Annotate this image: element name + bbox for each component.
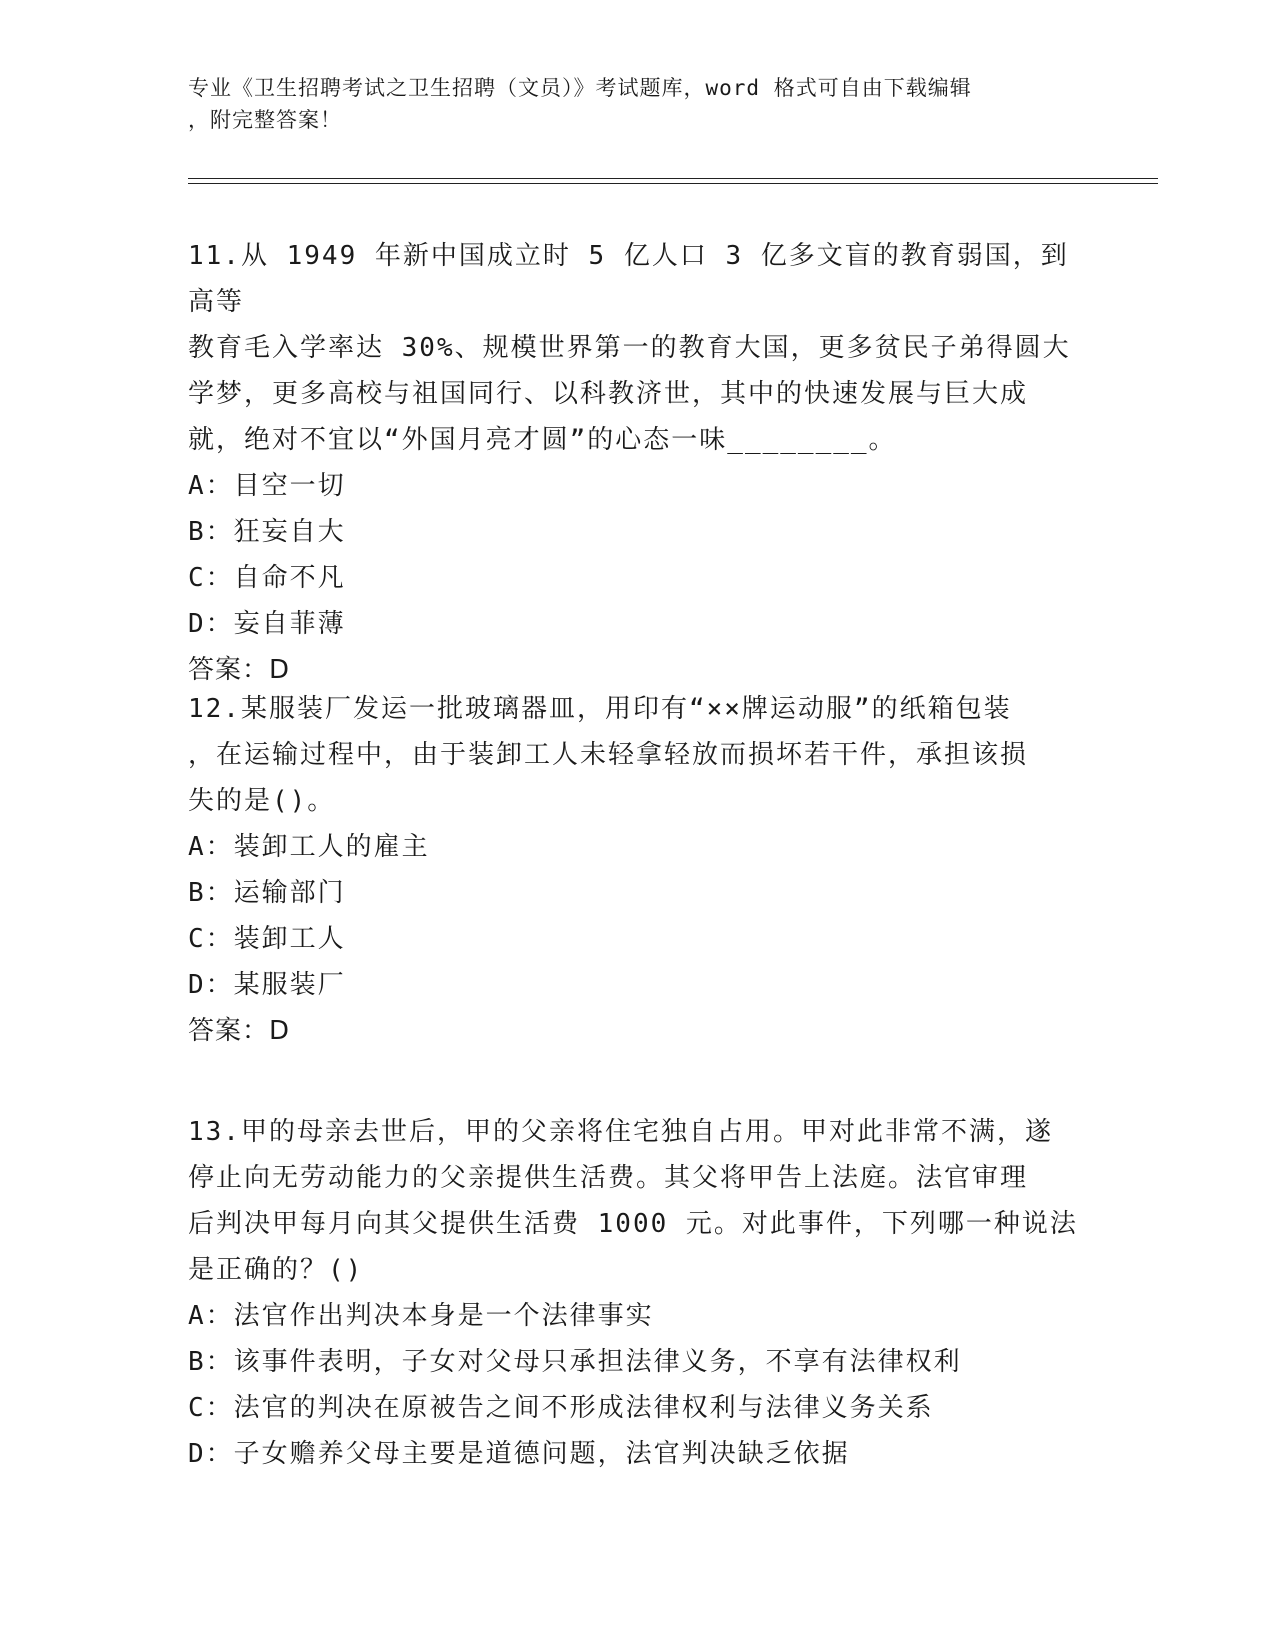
question-13	[188, 1109, 1088, 1477]
answer-line: 答案：D	[188, 655, 291, 685]
header-line-2: ，附完整答案！	[188, 108, 342, 132]
option-a: A：法官作出判决本身是一个法律事实	[188, 1301, 654, 1331]
question-stem-line: 停止向无劳动能力的父亲提供生活费。其父将甲告上法庭。法官审理	[188, 1163, 1029, 1193]
header-line-1: 专业《卫生招聘考试之卫生招聘（文员）》考试题库，word 格式可自由下载编辑	[188, 76, 972, 100]
question-stem-line: 就，绝对不宜以“外国月亮才圆”的心态一味________。	[188, 425, 897, 455]
question-stem-line: 12.某服装厂发运一批玻璃器皿，用印有“××牌运动服”的纸箱包装	[188, 694, 1012, 724]
option-b: B：狂妄自大	[188, 517, 346, 547]
question-stem-line: 13.甲的母亲去世后，甲的父亲将住宅独自占用。甲对此非常不满，遂	[188, 1117, 1053, 1147]
document-header	[188, 72, 1088, 136]
option-c: C：自命不凡	[188, 563, 346, 593]
option-b: B：运输部门	[188, 878, 346, 908]
option-d: D：子女赡养父母主要是道德问题，法官判决缺乏依据	[188, 1439, 850, 1469]
question-11	[188, 233, 1088, 693]
question-stem-line: 11.从 1949 年新中国成立时 5 亿人口 3 亿多文盲的教育弱国，到高等	[188, 241, 1069, 317]
question-stem-line: 学梦，更多高校与祖国同行、以科教济世，其中的快速发展与巨大成	[188, 379, 1029, 409]
question-12	[188, 686, 1088, 1054]
option-c: C：装卸工人	[188, 924, 346, 954]
option-c: C：法官的判决在原被告之间不形成法律权利与法律义务关系	[188, 1393, 934, 1423]
answer-line: 答案：D	[188, 1016, 291, 1046]
option-a: A：装卸工人的雇主	[188, 832, 430, 862]
question-stem-line: 后判决甲每月向其父提供生活费 1000 元。对此事件，下列哪一种说法	[188, 1209, 1078, 1239]
question-stem-line: 是正确的？()	[188, 1255, 364, 1285]
option-d: D：某服装厂	[188, 970, 346, 1000]
option-b: B：该事件表明，子女对父母只承担法律义务，不享有法律权利	[188, 1347, 962, 1377]
header-divider-bottom	[188, 183, 1158, 184]
option-d: D：妄自菲薄	[188, 609, 346, 639]
question-stem-line: 教育毛入学率达 30%、规模世界第一的教育大国，更多贫民子弟得圆大	[188, 333, 1071, 363]
question-stem-line: 失的是()。	[188, 786, 336, 816]
header-divider-top	[188, 178, 1158, 179]
question-stem-line: ，在运输过程中，由于装卸工人未轻拿轻放而损坏若干件，承担该损	[188, 740, 1029, 770]
option-a: A：目空一切	[188, 471, 346, 501]
